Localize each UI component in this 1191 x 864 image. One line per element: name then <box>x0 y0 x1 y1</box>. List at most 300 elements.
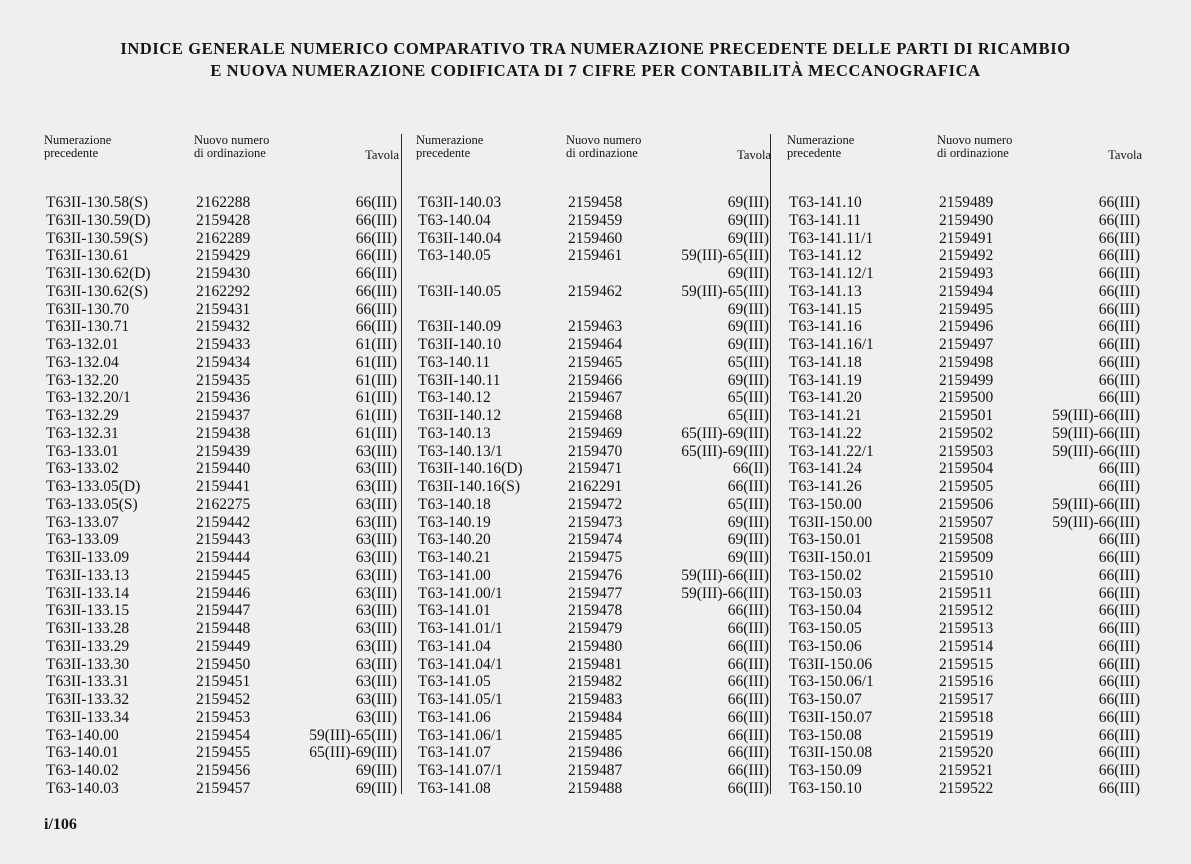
new-number-cell: 2159493 <box>939 265 994 282</box>
table-row <box>416 407 771 425</box>
table-ref-cell: 59(III)-66(III) <box>1052 407 1140 424</box>
table-ref-cell: 66(III) <box>1098 549 1140 566</box>
table-row <box>416 531 771 549</box>
table-ref-cell: 66(III) <box>1098 584 1140 602</box>
previous-number-cell: T63II-150.01 <box>789 549 873 566</box>
new-number-cell: 2159519 <box>939 726 994 744</box>
table-ref-cell: 59(III)-66(III) <box>1052 424 1140 442</box>
new-number-cell: 2159434 <box>196 353 251 371</box>
table-ref-cell: 66(III) <box>1098 673 1140 691</box>
new-number-cell: 2159506 <box>939 495 994 513</box>
table-ref-cell: 66(III) <box>1098 229 1140 247</box>
previous-number-cell: T63-133.05(S) <box>46 495 138 513</box>
previous-number-cell: T63-141.12/1 <box>789 265 874 282</box>
table-ref-cell: 66(III) <box>727 655 769 673</box>
table-row <box>44 780 399 798</box>
new-number-cell: 2159488 <box>568 779 623 797</box>
new-number-cell: 2159497 <box>939 336 994 353</box>
new-number-cell: 2159428 <box>196 211 251 229</box>
table-row <box>44 549 399 567</box>
previous-number-cell: T63-141.05/1 <box>418 691 503 708</box>
table-ref-cell: 66(III) <box>1098 531 1140 549</box>
table-row <box>416 354 771 372</box>
header-new-line-1: Nuovo numero <box>194 133 270 147</box>
previous-number-cell: T63-141.22 <box>789 424 862 442</box>
table-ref-cell: 66(III) <box>1098 282 1140 300</box>
table-ref-cell: 66(III) <box>1098 389 1140 407</box>
new-number-cell: 2159449 <box>196 637 251 655</box>
header-new-line-2: di ordinazione <box>566 146 638 160</box>
table-row <box>416 762 771 780</box>
table-ref-cell: 59(III)-66(III) <box>1052 513 1140 531</box>
table-ref-cell: 66(III) <box>1098 602 1140 620</box>
previous-number-cell: T63-140.13 <box>418 424 491 442</box>
table-ref-cell: 63(III) <box>355 602 397 620</box>
new-number-cell: 2159474 <box>568 531 623 549</box>
new-number-cell: 2159463 <box>568 318 623 336</box>
previous-number-cell: T63-133.02 <box>46 460 119 478</box>
table-row <box>787 407 1142 425</box>
table-row <box>44 478 399 496</box>
new-number-cell: 2159480 <box>568 637 623 655</box>
table-ref-cell: 63(III) <box>355 620 397 637</box>
table-row <box>787 620 1142 638</box>
header-previous-numbering <box>44 134 194 160</box>
table-row <box>416 301 771 319</box>
title-line-2: E NUOVA NUMERAZIONE CODIFICATA DI 7 CIFRE PER CONTABILITÀ MECCANOGRAFICA <box>210 61 981 80</box>
previous-number-cell: T63-150.01 <box>789 531 862 549</box>
new-number-cell: 2159470 <box>568 442 623 460</box>
header-previous-line-1: Numerazione <box>787 133 855 147</box>
previous-number-cell: T63-150.09 <box>789 762 862 779</box>
new-number-cell: 2159431 <box>196 300 251 318</box>
header-table: Tavola <box>1108 148 1142 162</box>
previous-number-cell: T63-140.12 <box>418 389 491 407</box>
table-row <box>416 389 771 407</box>
table-ref-cell: 69(III) <box>727 513 769 531</box>
table-row <box>44 585 399 603</box>
new-number-cell: 2159445 <box>196 566 251 584</box>
new-number-cell: 2159452 <box>196 691 251 708</box>
column-header <box>787 134 1142 194</box>
table-row <box>787 549 1142 567</box>
table-row <box>44 283 399 301</box>
previous-number-cell: T63-141.21 <box>789 407 862 424</box>
table-ref-cell: 63(III) <box>355 673 397 691</box>
table-row <box>787 336 1142 354</box>
table-row <box>44 514 399 532</box>
previous-number-cell: T63-150.06 <box>789 637 862 655</box>
table-row <box>44 460 399 478</box>
table-row <box>44 567 399 585</box>
table-row <box>416 709 771 727</box>
previous-number-cell: T63II-133.28 <box>46 620 130 637</box>
previous-number-cell: T63-150.02 <box>789 566 862 584</box>
new-number-cell: 2162292 <box>196 282 251 300</box>
table-ref-cell: 63(III) <box>355 637 397 655</box>
previous-number-cell: T63-141.19 <box>789 371 862 389</box>
table-ref-cell: 59(III)-65(III) <box>309 726 397 744</box>
new-number-cell: 2159432 <box>196 318 251 336</box>
header-new-number <box>566 134 696 160</box>
previous-number-cell: T63-141.04/1 <box>418 655 503 673</box>
table-row <box>787 602 1142 620</box>
new-number-cell: 2159504 <box>939 460 994 478</box>
table-row <box>787 496 1142 514</box>
previous-number-cell: T63II-140.03 <box>418 194 502 211</box>
header-new-line-2: di ordinazione <box>194 146 266 160</box>
table-ref-cell: 66(III) <box>1098 744 1140 762</box>
table-ref-cell: 69(III) <box>727 211 769 229</box>
table-row <box>787 247 1142 265</box>
table-ref-cell: 63(III) <box>355 531 397 549</box>
table-ref-cell: 63(III) <box>355 460 397 478</box>
previous-number-cell: T63-141.20 <box>789 389 862 407</box>
table-ref-cell: 69(III) <box>727 549 769 566</box>
previous-number-cell: T63II-133.15 <box>46 602 130 620</box>
new-number-cell: 2159515 <box>939 655 994 673</box>
table-row <box>44 443 399 461</box>
previous-number-cell: T63-140.01 <box>46 744 119 762</box>
table-row <box>416 425 771 443</box>
new-number-cell: 2159505 <box>939 478 994 495</box>
new-number-cell: 2159433 <box>196 336 251 353</box>
new-number-cell: 2159514 <box>939 637 994 655</box>
header-previous-line-1: Numerazione <box>416 133 484 147</box>
previous-number-cell: T63-141.16 <box>789 318 862 336</box>
table-ref-cell: 63(III) <box>355 495 397 513</box>
previous-number-cell: T63-150.03 <box>789 584 862 602</box>
table-row <box>787 709 1142 727</box>
new-number-cell: 2159440 <box>196 460 251 478</box>
previous-number-cell: T63-132.31 <box>46 424 119 442</box>
table-ref-cell: 66(III) <box>1098 726 1140 744</box>
new-number-cell: 2159456 <box>196 762 251 779</box>
header-previous-line-2: precedente <box>44 146 99 160</box>
previous-number-cell: T63II-133.14 <box>46 584 130 602</box>
table-row <box>787 194 1142 212</box>
new-number-cell: 2159473 <box>568 513 623 531</box>
new-number-cell: 2159478 <box>568 602 623 620</box>
table-ref-cell: 66(III) <box>1098 353 1140 371</box>
previous-number-cell: T63-141.00 <box>418 566 491 584</box>
previous-number-cell: T63-141.24 <box>789 460 862 478</box>
previous-number-cell: T63-141.01/1 <box>418 620 503 637</box>
table-row <box>787 460 1142 478</box>
new-number-cell: 2159442 <box>196 513 251 531</box>
table-ref-cell: 69(III) <box>355 779 397 797</box>
new-number-cell: 2159446 <box>196 584 251 602</box>
column-divider-1 <box>401 134 402 794</box>
header-previous-line-2: precedente <box>416 146 471 160</box>
table-row <box>44 318 399 336</box>
table-ref-cell: 66(III) <box>727 478 769 495</box>
previous-number-cell: T63II-133.31 <box>46 673 130 691</box>
previous-number-cell: T63-133.07 <box>46 513 119 531</box>
table-row <box>44 301 399 319</box>
table-row <box>787 265 1142 283</box>
table-row <box>787 691 1142 709</box>
table-ref-cell: 65(III)-69(III) <box>309 744 397 762</box>
previous-number-cell: T63-141.05 <box>418 673 491 691</box>
table-row <box>416 212 771 230</box>
table-row <box>416 727 771 745</box>
table-ref-cell: 63(III) <box>355 584 397 602</box>
new-number-cell: 2159443 <box>196 531 251 549</box>
table-row <box>787 478 1142 496</box>
previous-number-cell: T63II-140.09 <box>418 318 502 336</box>
previous-number-cell: T63-140.05 <box>418 247 491 265</box>
previous-number-cell: T63-141.04 <box>418 637 491 655</box>
previous-number-cell: T63-141.06 <box>418 708 491 726</box>
table-row <box>416 602 771 620</box>
table-ref-cell: 66(III) <box>727 691 769 708</box>
previous-number-cell: T63-140.11 <box>418 353 491 371</box>
previous-number-cell: T63-150.05 <box>789 620 862 637</box>
previous-number-cell: T63II-130.59(D) <box>46 211 151 229</box>
previous-number-cell: T63-140.21 <box>418 549 491 566</box>
table-ref-cell: 59(III)-65(III) <box>681 282 769 300</box>
new-number-cell: 2159472 <box>568 495 623 513</box>
new-number-cell: 2159513 <box>939 620 994 637</box>
new-number-cell: 2159458 <box>568 194 623 211</box>
table-ref-cell: 59(III)-65(III) <box>681 247 769 265</box>
new-number-cell: 2159454 <box>196 726 251 744</box>
new-number-cell: 2159462 <box>568 282 623 300</box>
table-ref-cell: 63(III) <box>355 655 397 673</box>
table-row <box>787 567 1142 585</box>
previous-number-cell: T63II-140.11 <box>418 371 501 389</box>
new-number-cell: 2159495 <box>939 300 994 318</box>
table-ref-cell: 66(III) <box>1098 691 1140 708</box>
new-number-cell: 2159507 <box>939 513 994 531</box>
table-ref-cell: 66(III) <box>1098 478 1140 495</box>
new-number-cell: 2162289 <box>196 229 251 247</box>
previous-number-cell: T63-150.07 <box>789 691 862 708</box>
table-ref-cell: 66(III) <box>1098 371 1140 389</box>
table-row <box>416 656 771 674</box>
previous-number-cell: T63II-150.07 <box>789 708 873 726</box>
table-ref-cell: 63(III) <box>355 566 397 584</box>
table-row <box>416 744 771 762</box>
new-number-cell: 2159496 <box>939 318 994 336</box>
header-previous-line-2: precedente <box>787 146 842 160</box>
table-ref-cell: 66(III) <box>1098 318 1140 336</box>
table-row <box>416 194 771 212</box>
previous-number-cell: T63-141.06/1 <box>418 726 503 744</box>
new-number-cell: 2159477 <box>568 584 623 602</box>
previous-number-cell: T63II-140.16(S) <box>418 478 521 495</box>
previous-number-cell: T63II-130.61 <box>46 247 130 265</box>
previous-number-cell: T63-140.03 <box>46 779 119 797</box>
table-ref-cell: 66(III) <box>1098 211 1140 229</box>
rows-3 <box>787 194 1142 798</box>
new-number-cell: 2159468 <box>568 407 623 424</box>
table-row <box>787 372 1142 390</box>
previous-number-cell: T63-140.19 <box>418 513 491 531</box>
table-row <box>44 727 399 745</box>
previous-number-cell: T63II-130.62(S) <box>46 282 149 300</box>
table-ref-cell: 69(III) <box>727 229 769 247</box>
previous-number-cell: T63II-140.10 <box>418 336 502 353</box>
new-number-cell: 2159475 <box>568 549 623 566</box>
table-ref-cell: 59(III)-66(III) <box>1052 495 1140 513</box>
table-ref-cell: 66(III) <box>727 744 769 762</box>
table-ref-cell: 66(III) <box>355 265 397 282</box>
new-number-cell: 2159435 <box>196 371 251 389</box>
table-ref-cell: 66(III) <box>727 726 769 744</box>
table-row <box>416 514 771 532</box>
new-number-cell: 2159518 <box>939 708 994 726</box>
table-ref-cell: 63(III) <box>355 478 397 495</box>
index-column-2 <box>416 134 771 798</box>
previous-number-cell: T63-132.01 <box>46 336 119 353</box>
new-number-cell: 2159469 <box>568 424 623 442</box>
new-number-cell: 2159457 <box>196 779 251 797</box>
table-ref-cell: 66(III) <box>727 779 769 797</box>
table-ref-cell: 66(III) <box>1098 460 1140 478</box>
new-number-cell: 2159444 <box>196 549 251 566</box>
new-number-cell: 2159499 <box>939 371 994 389</box>
previous-number-cell: T63-141.07 <box>418 744 491 762</box>
table-ref-cell: 66(III) <box>727 602 769 620</box>
header-new-line-2: di ordinazione <box>937 146 1009 160</box>
table-row <box>44 372 399 390</box>
table-row <box>416 318 771 336</box>
table-row <box>787 673 1142 691</box>
table-ref-cell: 66(III) <box>355 247 397 265</box>
new-number-cell: 2159484 <box>568 708 623 726</box>
new-number-cell: 2159459 <box>568 211 623 229</box>
table-row <box>416 585 771 603</box>
table-row <box>44 744 399 762</box>
new-number-cell: 2159465 <box>568 353 623 371</box>
table-row <box>44 531 399 549</box>
previous-number-cell: T63II-130.58(S) <box>46 194 149 211</box>
table-row <box>787 638 1142 656</box>
header-new-number <box>937 134 1067 160</box>
table-ref-cell: 66(III) <box>1098 708 1140 726</box>
header-previous-line-1: Numerazione <box>44 133 112 147</box>
table-row <box>416 780 771 798</box>
new-number-cell: 2159512 <box>939 602 994 620</box>
previous-number-cell: T63II-133.09 <box>46 549 130 566</box>
new-number-cell: 2159492 <box>939 247 994 265</box>
table-ref-cell: 66(III) <box>355 211 397 229</box>
previous-number-cell: T63-140.13/1 <box>418 442 503 460</box>
table-ref-cell: 66(III) <box>1098 655 1140 673</box>
new-number-cell: 2159521 <box>939 762 994 779</box>
new-number-cell: 2159430 <box>196 265 251 282</box>
header-new-number <box>194 134 324 160</box>
table-row <box>787 780 1142 798</box>
previous-number-cell: T63-141.07/1 <box>418 762 503 779</box>
previous-number-cell: T63-140.20 <box>418 531 491 549</box>
table-row <box>44 496 399 514</box>
title-line-1: INDICE GENERALE NUMERICO COMPARATIVO TRA NUMERAZIONE PRECEDENTE DELLE PARTI DI RICAMBIO <box>120 39 1071 58</box>
previous-number-cell: T63-150.06/1 <box>789 673 874 691</box>
table-ref-cell: 65(III)-69(III) <box>681 442 769 460</box>
previous-number-cell: T63-140.04 <box>418 211 491 229</box>
table-row <box>787 443 1142 461</box>
new-number-cell: 2159508 <box>939 531 994 549</box>
previous-number-cell: T63-150.04 <box>789 602 862 620</box>
previous-number-cell: T63-141.18 <box>789 353 862 371</box>
new-number-cell: 2159491 <box>939 229 994 247</box>
table-ref-cell: 66(III) <box>1098 637 1140 655</box>
page-number: i/106 <box>44 816 77 833</box>
table-ref-cell: 66(II) <box>732 460 769 478</box>
table-row <box>44 354 399 372</box>
table-row <box>44 602 399 620</box>
table-ref-cell: 66(III) <box>1098 300 1140 318</box>
previous-number-cell: T63-141.01 <box>418 602 491 620</box>
table-ref-cell: 61(III) <box>355 336 397 353</box>
table-row <box>416 372 771 390</box>
header-new-line-1: Nuovo numero <box>937 133 1013 147</box>
table-ref-cell: 66(III) <box>355 300 397 318</box>
table-ref-cell: 65(III) <box>727 495 769 513</box>
new-number-cell: 2159511 <box>939 584 993 602</box>
previous-number-cell: T63-132.20/1 <box>46 389 131 407</box>
table-ref-cell: 66(III) <box>1098 779 1140 797</box>
table-ref-cell: 66(III) <box>1098 265 1140 282</box>
table-ref-cell: 66(III) <box>355 318 397 336</box>
previous-number-cell: T63II-130.62(D) <box>46 265 151 282</box>
new-number-cell: 2159429 <box>196 247 251 265</box>
table-row <box>44 194 399 212</box>
table-ref-cell: 66(III) <box>1098 336 1140 353</box>
table-ref-cell: 66(III) <box>727 708 769 726</box>
previous-number-cell: T63II-140.04 <box>418 229 502 247</box>
new-number-cell: 2159447 <box>196 602 251 620</box>
previous-number-cell: T63-132.20 <box>46 371 119 389</box>
table-ref-cell: 66(III) <box>727 762 769 779</box>
table-ref-cell: 69(III) <box>727 318 769 336</box>
table-row <box>44 425 399 443</box>
new-number-cell: 2159487 <box>568 762 623 779</box>
table-ref-cell: 69(III) <box>355 762 397 779</box>
table-row <box>44 230 399 248</box>
new-number-cell: 2159510 <box>939 566 994 584</box>
table-ref-cell: 69(III) <box>727 371 769 389</box>
table-ref-cell: 63(III) <box>355 549 397 566</box>
table-row <box>44 673 399 691</box>
new-number-cell: 2159471 <box>568 460 623 478</box>
table-row <box>787 762 1142 780</box>
previous-number-cell: T63-133.05(D) <box>46 478 141 495</box>
new-number-cell: 2159502 <box>939 424 994 442</box>
new-number-cell: 2159500 <box>939 389 994 407</box>
previous-number-cell: T63-141.13 <box>789 282 862 300</box>
new-number-cell: 2159438 <box>196 424 251 442</box>
new-number-cell: 2159441 <box>196 478 251 495</box>
previous-number-cell: T63-141.10 <box>789 194 862 211</box>
previous-number-cell: T63-141.16/1 <box>789 336 874 353</box>
table-row <box>416 567 771 585</box>
new-number-cell: 2159482 <box>568 673 623 691</box>
table-row <box>416 265 771 283</box>
new-number-cell: 2159437 <box>196 407 251 424</box>
new-number-cell: 2159516 <box>939 673 994 691</box>
new-number-cell: 2159451 <box>196 673 251 691</box>
rows-2 <box>416 194 771 798</box>
table-row <box>44 709 399 727</box>
table-ref-cell: 69(III) <box>727 300 769 318</box>
table-row <box>416 460 771 478</box>
previous-number-cell: T63II-133.32 <box>46 691 130 708</box>
table-row <box>787 389 1142 407</box>
